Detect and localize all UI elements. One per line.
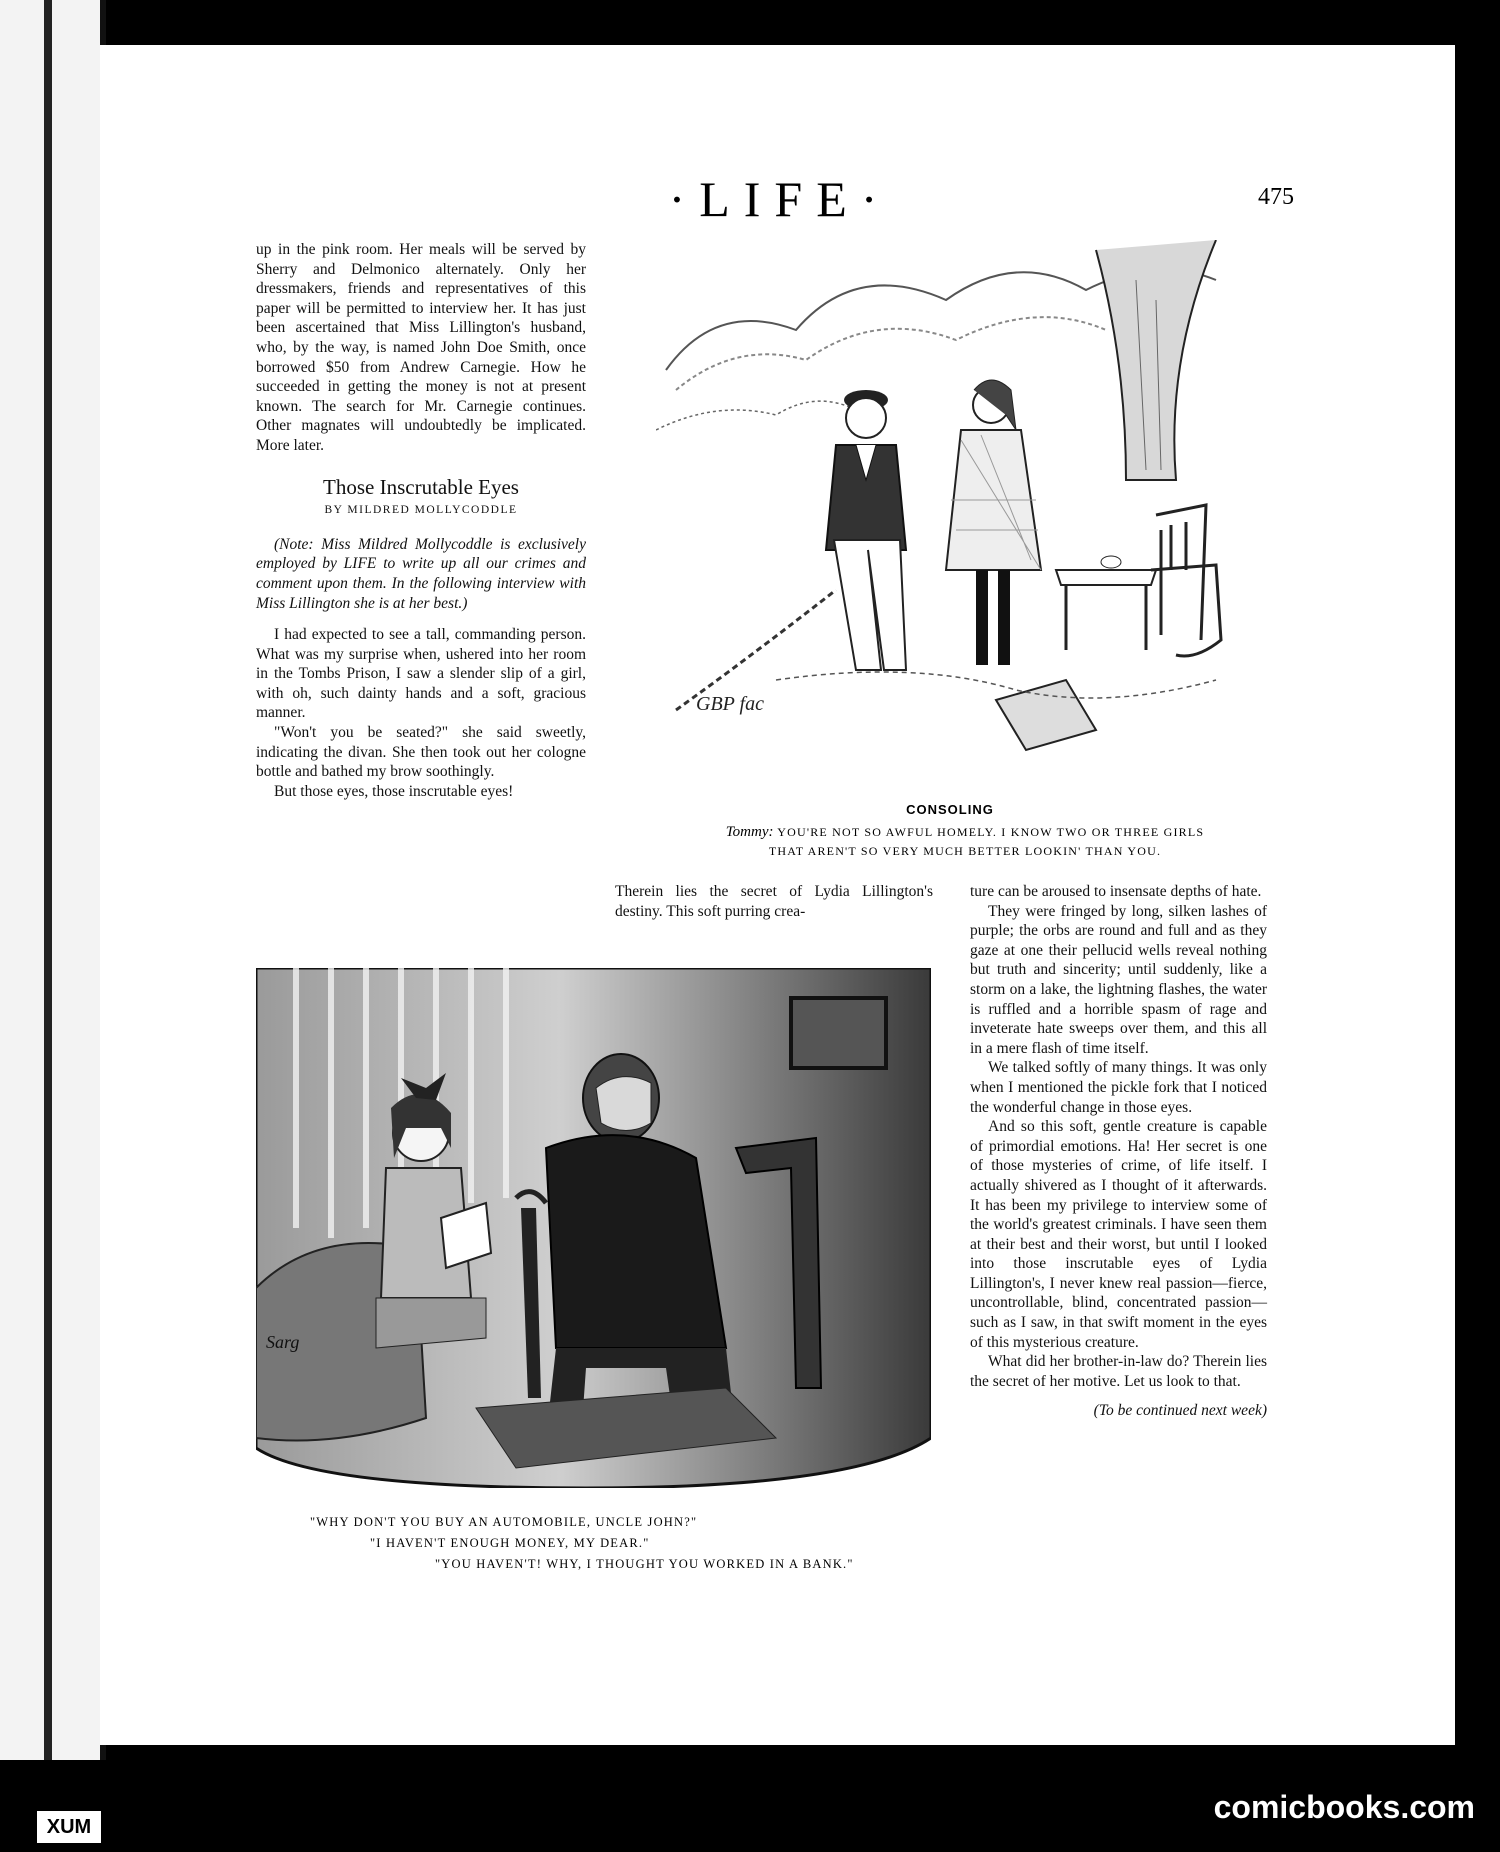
- bottom-caption-line-3: "YOU HAVEN'T! WHY, I THOUGHT YOU WORKED IN A BANK.": [435, 1557, 854, 1571]
- right-paragraph-5: What did her brother-in-law do? Therein lies the secret of her motive. Let us look to that.: [970, 1353, 1267, 1390]
- right-paragraph-4: And so this soft, gentle creature is capable of primordial emotions. Ha! Her secret is one of those mysteries of crime, of life itself. I actually shivered as I thought of it afterwards. It has been my privilege to interview some of the world's greatest criminals. I have seen them at their best and their worst, but until I looked into those inscrutable eyes of Lydia Lillington's, I never knew real passion—fierce, uncontrollable, blind, concentrated passion—such as I saw, in that swift moment in the eyes of this mysterious creature.: [970, 1118, 1267, 1351]
- consoling-caption-title: CONSOLING: [906, 802, 994, 817]
- left-column: [256, 240, 586, 801]
- children-scene-drawing: [656, 240, 1276, 785]
- consoling-illustration: [656, 240, 1276, 785]
- right-column: [970, 882, 1267, 1421]
- page-number: 475: [1258, 184, 1294, 210]
- uncle-and-girl-drawing: [256, 968, 931, 1488]
- editor-note: (Note: Miss Mildred Mollycoddle is exclusively employed by LIFE to write up all our crimes and comment upon them. In the following interview with Miss Lillington she is at her best.): [256, 535, 586, 612]
- article-byline: BY MILDRED MOLLYCODDLE: [324, 504, 518, 517]
- left-paragraph-3: "Won't you be seated?" she said sweetly, indicating the divan. She then took out her cologne bottle and bathed my brow soothingly.: [256, 724, 586, 781]
- page-label-tag: XUM: [35, 1809, 103, 1845]
- left-paragraph-2: I had expected to see a tall, commanding person. What was my surprise when, ushered into her room in the Tombs Prison, I saw a slender slip of a girl, with oh, such dainty hands and a soft, gracious manner.: [256, 626, 586, 722]
- consoling-caption: [660, 823, 1270, 861]
- bottom-caption-line-2: "I HAVEN'T ENOUGH MONEY, MY DEAR.": [370, 1536, 650, 1550]
- right-paragraph-2: They were fringed by long, silken lashes of purple; the orbs are round and full and as they gaze at one their pellucid wells reveal nothing but truth and sincerity; until suddenly, like a storm on a lake, the lightning flashes, the water is ruffled and a horrible spasm of rage and inveterate hate sweeps over them, and this all in a mere flash of time itself.: [970, 902, 1267, 1057]
- right-paragraph-1: ture can be aroused to insensate depths of hate.: [970, 883, 1262, 900]
- watermark: comicbooks.com: [1213, 1789, 1475, 1825]
- left-page-edge: [0, 0, 106, 1760]
- caption-speaker: Tommy:: [725, 824, 774, 840]
- uncle-john-illustration: [256, 968, 931, 1488]
- right-paragraph-3: We talked softly of many things. It was only when I mentioned the pickle fork that I noticed the wonderful change in those eyes.: [970, 1059, 1267, 1116]
- masthead: ·LIFE·: [668, 171, 892, 227]
- bottom-caption-line-1: "WHY DON'T YOU BUY AN AUTOMOBILE, UNCLE JOHN?": [310, 1515, 698, 1529]
- article-headline: Those Inscrutable Eyes: [323, 474, 519, 499]
- top-artist-signature: GBP fac: [696, 693, 764, 715]
- consoling-caption-line-2: THAT AREN'T SO VERY MUCH BETTER LOOKIN' THAN YOU.: [768, 844, 1162, 858]
- left-paragraph-1: up in the pink room. Her meals will be served by Sherry and Delmonico alternately. Only her dressmakers, friends and representatives of this paper will be permitted to interview her. It has just been ascertained that Miss Lillington's husband, who, by the way, is named John Doe Smith, once borrowed $50 from Andrew Carnegie. How he succeeded in getting the money is not at present known. The search for Mr. Carnegie continues. Other magnates will undoubtedly be implicated. More later.: [256, 241, 586, 454]
- binding-gutter: [44, 0, 52, 1760]
- left-paragraph-4: But those eyes, those inscrutable eyes!: [274, 782, 514, 800]
- middle-paragraph-1: Therein lies the secret of Lydia Lillington's destiny. This soft purring crea-: [615, 883, 933, 920]
- consoling-caption-line-1: YOU'RE NOT SO AWFUL HOMELY. I KNOW TWO OR THREE GIRLS: [777, 825, 1205, 839]
- uncle-john-caption: [300, 1512, 920, 1575]
- middle-column: [615, 882, 933, 921]
- bottom-artist-signature: Sarg: [266, 1332, 300, 1352]
- continued-notice: (To be continued next week): [1093, 1402, 1267, 1420]
